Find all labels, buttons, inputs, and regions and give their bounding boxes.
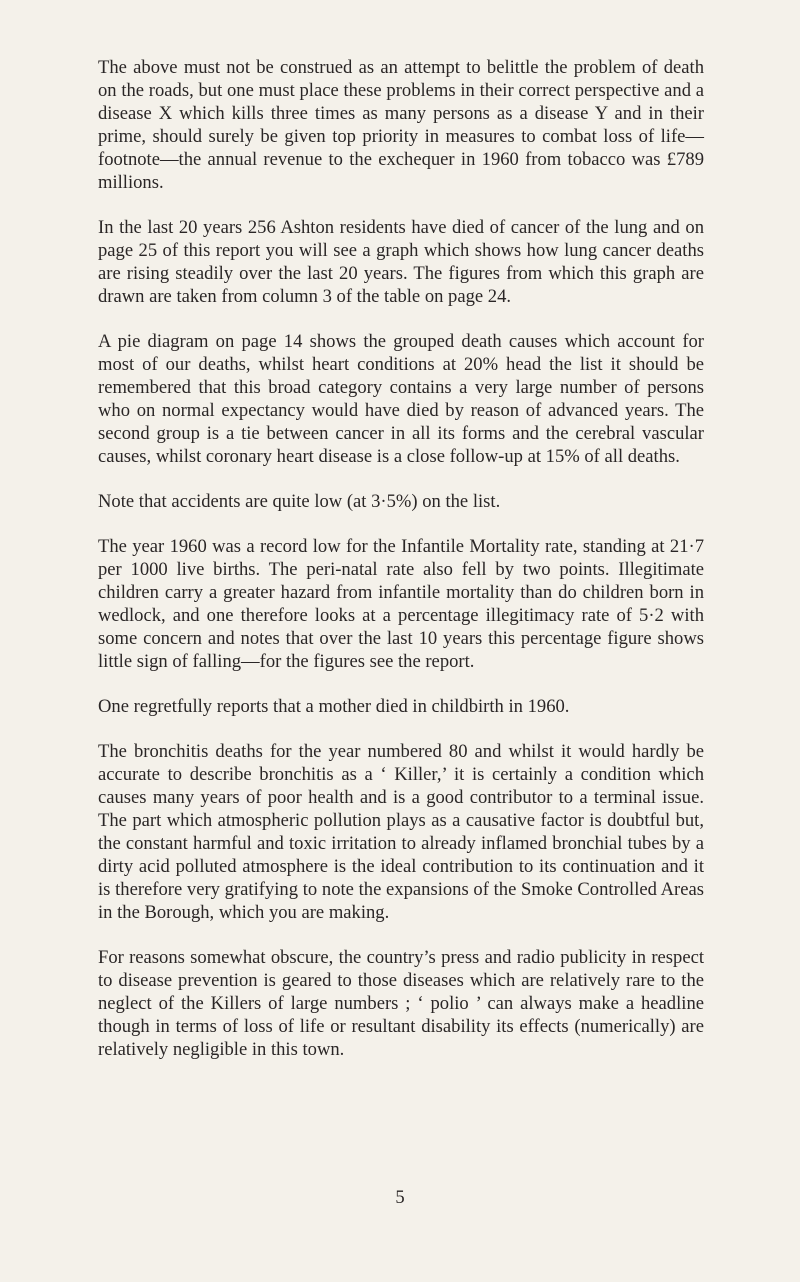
paragraph-maternal-death: One regretfully reports that a mother died in childbirth in 1960. (98, 696, 570, 717)
page-number: 5 (395, 1187, 405, 1208)
paragraph-pie-diagram: A pie diagram on page 14 shows the grouped death causes which account for most of our deaths, whilst heart conditions at 20% head the list it should be remembered that this broad category contains a very large number of persons who on normal expectancy would have died by reason of advanced years. The second group is a tie between cancer in all its forms and the cerebral vascular causes, whilst coronary heart disease is a close follow-up at 15% of all deaths. (98, 331, 704, 467)
paragraph-bronchitis: The bronchitis deaths for the year numbered 80 and whilst it would hardly be accurate to describe bronchitis as a ‘ Killer,’ it is certainly a condition which causes many years of poor health and is a good contributor to a terminal issue. The part which atmospheric pollution plays as a causative factor is doubtful but, the constant harmful and toxic irritation to already inflamed bronchial tubes by a dirty acid polluted atmosphere is the ideal contribution to its continuation and it is therefore very gratifying to note the expansions of the Smoke Controlled Areas in the Borough, which you are making. (98, 741, 704, 923)
paragraph-accidents: Note that accidents are quite low (at 3·5%) on the list. (98, 491, 501, 512)
paragraph-lung-cancer: In the last 20 years 256 Ashton residents have died of cancer of the lung and on page 25 of this report you will see a graph which shows how lung cancer deaths are rising steadily over the last 20 years. The figures from which this graph are drawn are taken from column 3 of the table on page 24. (98, 217, 704, 307)
paragraph-infant-mortality: The year 1960 was a record low for the Infantile Mortality rate, standing at 21·7 per 1000 live births. The peri-natal rate also fell by two points. Illegitimate children carry a greater hazard from infantile mortality than do children born in wedlock, and one therefore looks at a percentage illegitimacy rate of 5·2 with some concern and notes that over the last 10 years this percentage figure shows little sign of falling—for the figures see the report. (98, 536, 704, 672)
paragraph-road-deaths: The above must not be construed as an attempt to belittle the problem of death on the roads, but one must place these problems in their correct perspective and a disease X which kills three times as many persons as a disease Y and in their prime, should surely be given top priority in measures to combat loss of life—footnote—the annual revenue to the exchequer in 1960 from tobacco was £789 millions. (98, 57, 704, 193)
document-page (98, 56, 704, 1083)
paragraph-disease-publicity: For reasons somewhat obscure, the country’s press and radio publicity in respect to disease prevention is geared to those diseases which are relatively rare to the neglect of the Killers of large numbers ; ‘ polio ’ can always make a headline though in terms of loss of life or resultant disability its effects (numerically) are relatively negligible in this town. (98, 947, 704, 1060)
